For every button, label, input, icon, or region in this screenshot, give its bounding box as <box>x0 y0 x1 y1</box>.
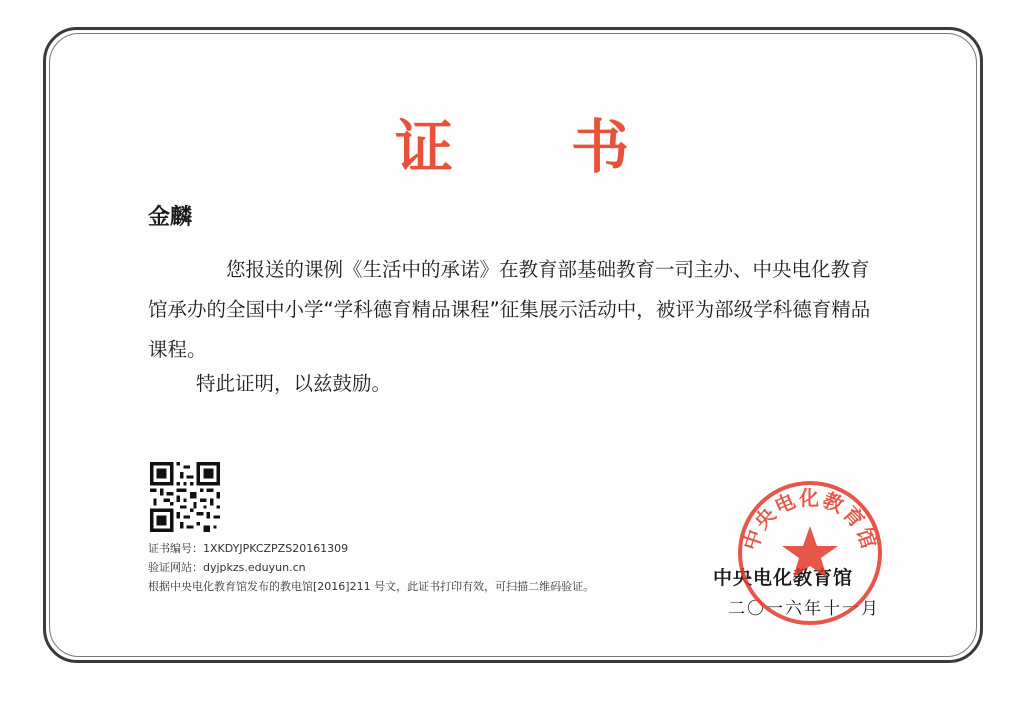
seal-star-icon <box>782 526 838 578</box>
issuer-name: 中央电化教育馆 <box>713 567 854 589</box>
certificate-number: 证书编号：1XKDYJPKCZPZS20161309 <box>148 542 349 555</box>
official-seal-stamp <box>735 478 885 628</box>
certificate-title: 证书 <box>394 113 747 181</box>
certificate-body: 您报送的课例《生活中的承诺》在教育部基础教育一司主办、中央电化教育馆承办的全国中小学“学科德育精品课程”征集展示活动中，被评为部级学科德育精品课程。 <box>148 258 871 361</box>
issue-date: 二〇一六年十一月 <box>728 599 880 619</box>
svg-text:中央电化教育馆: 中央电化教育馆 <box>738 486 882 554</box>
certificate-closing: 特此证明，以兹鼓励。 <box>196 372 392 395</box>
recipient-name: 金麟 <box>148 205 193 230</box>
certificate-basis-note: 根据中央电化教育馆发布的教电馆[2016]211 号文，此证书打印有效，可扫描二维码验证。 <box>148 580 595 593</box>
verification-website: 验证网站：dyjpkzs.eduyun.cn <box>148 561 306 574</box>
qr-code-icon[interactable] <box>150 462 220 532</box>
